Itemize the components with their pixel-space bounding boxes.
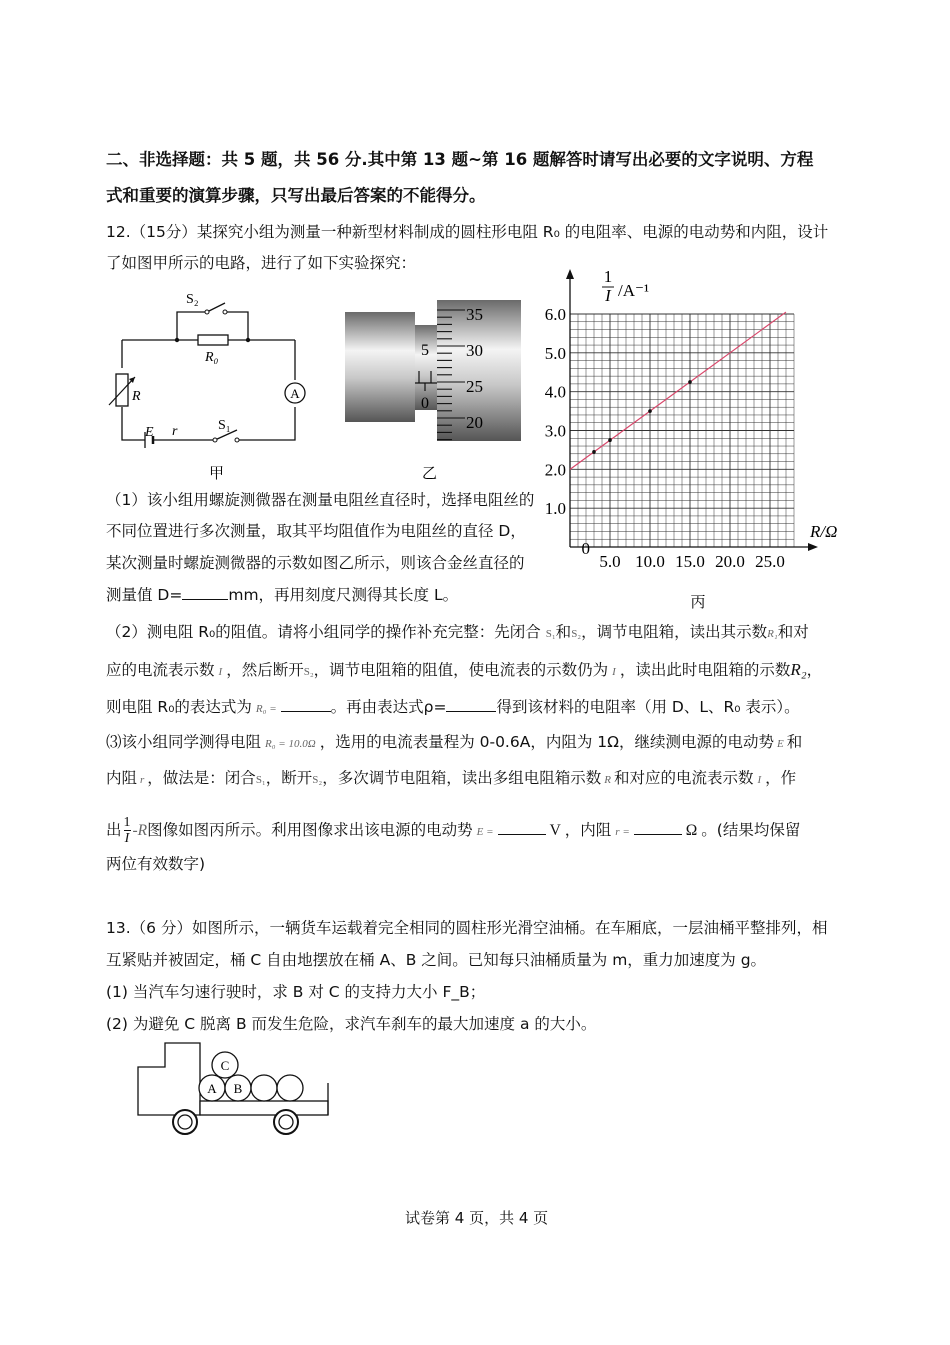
part2-line2 [106,660,822,682]
junction-right [246,338,250,342]
label-r-internal: r [172,424,178,439]
part1-line4-a: 测量值 D= [106,586,183,604]
wheel-front-hub [178,1115,192,1129]
ylabel-unit: /A⁻¹ [618,281,650,300]
thimble-label-20: 20 [466,413,483,432]
part2-line2-e: ， [806,661,823,679]
data-point [688,380,692,384]
part2-line3 [106,697,800,719]
xlabel: R/Ω [810,522,838,541]
part3-line3-a: 出 [106,821,122,839]
label-barrel-c: C [220,1058,230,1073]
junction-left [175,338,179,342]
part2-line2-c: ，调节电阻箱的阻值，使电流表的示数仍为 [313,661,609,679]
label-s1: S₁ [218,418,231,433]
y-tick-label: 3.0 [544,421,566,441]
part2-line3-a: 则电阻 R₀的表达式为 [106,698,252,716]
part3-line3 [106,815,800,846]
part1-line1: （1）该小组用螺旋测微器在测量电阻丝直径时，选择电阻丝的 [106,491,535,509]
part2-line3-b: 。再由表达式ρ= [330,698,447,716]
label-barrel-b: B [233,1081,243,1096]
s1-contact-right [235,438,239,442]
sleeve-label-0: 0 [421,395,429,412]
answer-blank-d[interactable] [182,585,228,600]
label-barrel-a: A [207,1081,217,1096]
caption-jia: 甲 [209,466,225,482]
origin-label: 0 [581,539,590,558]
y-tick-label: 1.0 [544,499,566,519]
part3-r0val: R₀ = 10.0Ω [265,738,316,750]
part1-line3: 某次测量时螺旋测微器的示数如图乙所示，则该合金丝直径的 [106,554,525,572]
part2-line2-a: 应的电流表示数 [106,661,215,679]
part2-line1 [106,622,809,644]
variable-resistor [116,374,128,406]
q13-line1: 13.（6 分）如图所示，一辆货车运载着完全相同的圆柱形光滑空油桶。在车厢底，一层油桶平整排列，相 [106,919,828,937]
thimble-label-35: 35 [466,305,483,324]
part2-r2: R₂ [790,660,807,679]
data-point [608,438,612,442]
part3-s2: S₂ [312,774,323,786]
ylabel-denominator: I [605,286,611,305]
part3-line2 [106,768,796,790]
s1-contact-left [213,438,217,442]
part2-and: 和 [555,623,572,641]
part2-line1-a: （2）测电阻 R₀的阻值。请将小组同学的操作补充完整：先闭合 [106,623,541,641]
part3-req: r = [615,826,630,838]
part3-line3-c: ，内阻 [564,821,612,839]
barrel-4 [277,1075,303,1101]
caption-yi: 乙 [422,466,438,482]
truck-cab [138,1043,200,1115]
part3-dash-r: -R [132,822,148,839]
x-tick-label: 5.0 [599,552,621,571]
sleeve-label-5: 5 [421,342,429,359]
part3-line2-d: ，多次调节电阻箱，读出多组电阻箱示数 [322,769,602,787]
answer-blank-rho[interactable] [446,697,496,712]
q13-line4: (2) 为避免 C 脱离 B 而发生危险，求汽车刹车的最大加速度 a 的大小。 [106,1015,597,1033]
part2-s1: S₁ [545,628,556,640]
label-r: R [132,389,141,404]
part3-line2-c: ，断开 [265,769,313,787]
unit-ohm: Ω [685,822,698,839]
part3-line1-b: ，选用的电流表量程为 0-0.6A，内阻为 1Ω，继续测电源的电动势 [319,733,774,751]
micrometer-frame [345,312,415,422]
r0-resistor [198,335,228,345]
section-heading-line1: 二、非选择题：共 5 题，共 56 分.其中第 13 题~第 16 题解答时请写出必要的文字说明、方程 [106,150,814,169]
answer-blank-r[interactable] [634,820,682,835]
part2-line1-c: 和对 [777,623,809,641]
q12-intro-line1: 12.（15分）某探究小组为测量一种新型材料制成的圆柱形电阻 R₀ 的电阻率、电源的电动势和内阻，设计 [106,223,829,241]
q13-line2: 互紧贴并被固定，桶 C 自由地摆放在桶 A、B 之间。已知每只油桶质量为 m，重力加速度为 g。 [106,951,767,969]
part3-I: I [757,774,762,786]
ylabel-numerator: 1 [603,267,613,286]
part3-line1-a: ⑶该小组同学测得电阻 [106,733,262,751]
label-e: E [145,425,154,440]
truck-diagram [130,1035,340,1140]
fit-line [570,312,786,469]
section-heading-line2: 式和重要的演算步骤，只写出最后答案的不能得分。 [106,186,486,205]
part3-line3-b: 图像如图丙所示。利用图像求出该电源的电动势 [147,821,473,839]
part1-line4-b: mm，再用刻度尺测得其长度 L。 [228,586,459,604]
x-tick-label: 20.0 [715,552,745,571]
x-axis-arrow [808,543,818,551]
part3-line4: 两位有效数字) [106,855,206,873]
part2-line2-d: ，读出此时电阻箱的示数 [619,661,791,679]
part2-i: I [218,666,223,678]
part3-line2-b: ，做法是：闭合 [147,769,256,787]
answer-blank-e[interactable] [498,820,546,835]
label-s2: S₂ [186,292,199,307]
part3-eeq: E = [476,826,494,838]
x-tick-label: 10.0 [635,552,665,571]
q13-line3: (1) 当汽车匀速行驶时，求 B 对 C 的支持力大小 F_B； [106,983,486,1001]
part2-s2: S₂ [571,628,582,640]
micrometer-diagram [340,295,530,485]
y-tick-label: 6.0 [544,305,566,324]
y-tick-label: 4.0 [544,382,566,402]
part3-line2-e: 和对应的电流表示数 [613,769,754,787]
part3-s1: S₁ [255,774,266,786]
data-point [648,409,652,413]
part3-e: E [776,738,784,750]
x-tick-label: 25.0 [755,552,785,571]
thimble-label-25: 25 [466,377,483,396]
s2-contact-right [223,310,227,314]
s2-contact-left [205,310,209,314]
page-footer: 试卷第 4 页，共 4 页 [405,1209,549,1227]
part3-line3-d: 。(结果均保留 [701,821,801,839]
y-tick-label: 5.0 [544,343,566,363]
part1-line4 [106,585,458,605]
x-tick-label: 15.0 [675,552,705,571]
wheel-rear-hub [279,1115,293,1129]
part2-r0eq: R₀ = [255,703,277,715]
fraction-numerator: 1 [123,815,131,830]
data-point [592,450,596,454]
barrel-3 [251,1075,277,1101]
part1-line2: 不同位置进行多次测量，取其平均阻值作为电阻丝的直径 D， [106,522,526,540]
part3-line1 [106,732,802,754]
part3-r: r [140,774,145,786]
answer-blank-r0[interactable] [281,697,331,712]
q12-intro-line2: 了如图甲所示的电路，进行了如下实验探究： [106,254,417,272]
fraction-1-over-i [124,815,131,846]
part3-R: R [604,774,611,786]
truck-bed [200,1101,328,1115]
part3-line2-f: ，作 [765,769,797,787]
fraction-denominator: I [124,831,130,846]
part2-line3-c: 得到该材料的电阻率（用 D、L、R₀ 表示）。 [496,698,800,716]
label-r0: R₀ [205,350,219,365]
part2-s2b: S₂ [303,666,314,678]
part2-i2: I [612,666,616,678]
part3-line1-c: 和 [786,733,803,751]
unit-v: V [549,822,561,839]
part2-r1: R₁ [767,628,778,640]
ammeter-label: A [290,386,300,401]
y-tick-label: 2.0 [544,460,566,480]
part3-line2-a: 内阻 [106,769,138,787]
part2-line2-b: ，然后断开 [226,661,304,679]
thimble-label-30: 30 [466,341,483,360]
caption-bing: 丙 [690,595,706,611]
circuit-diagram [105,285,305,485]
graph-grid [570,314,794,547]
graph-1-over-i-vs-r [544,265,860,615]
y-axis-arrow [566,269,574,279]
part2-line1-b: ，调节电阻箱，读出其示数 [581,623,768,641]
